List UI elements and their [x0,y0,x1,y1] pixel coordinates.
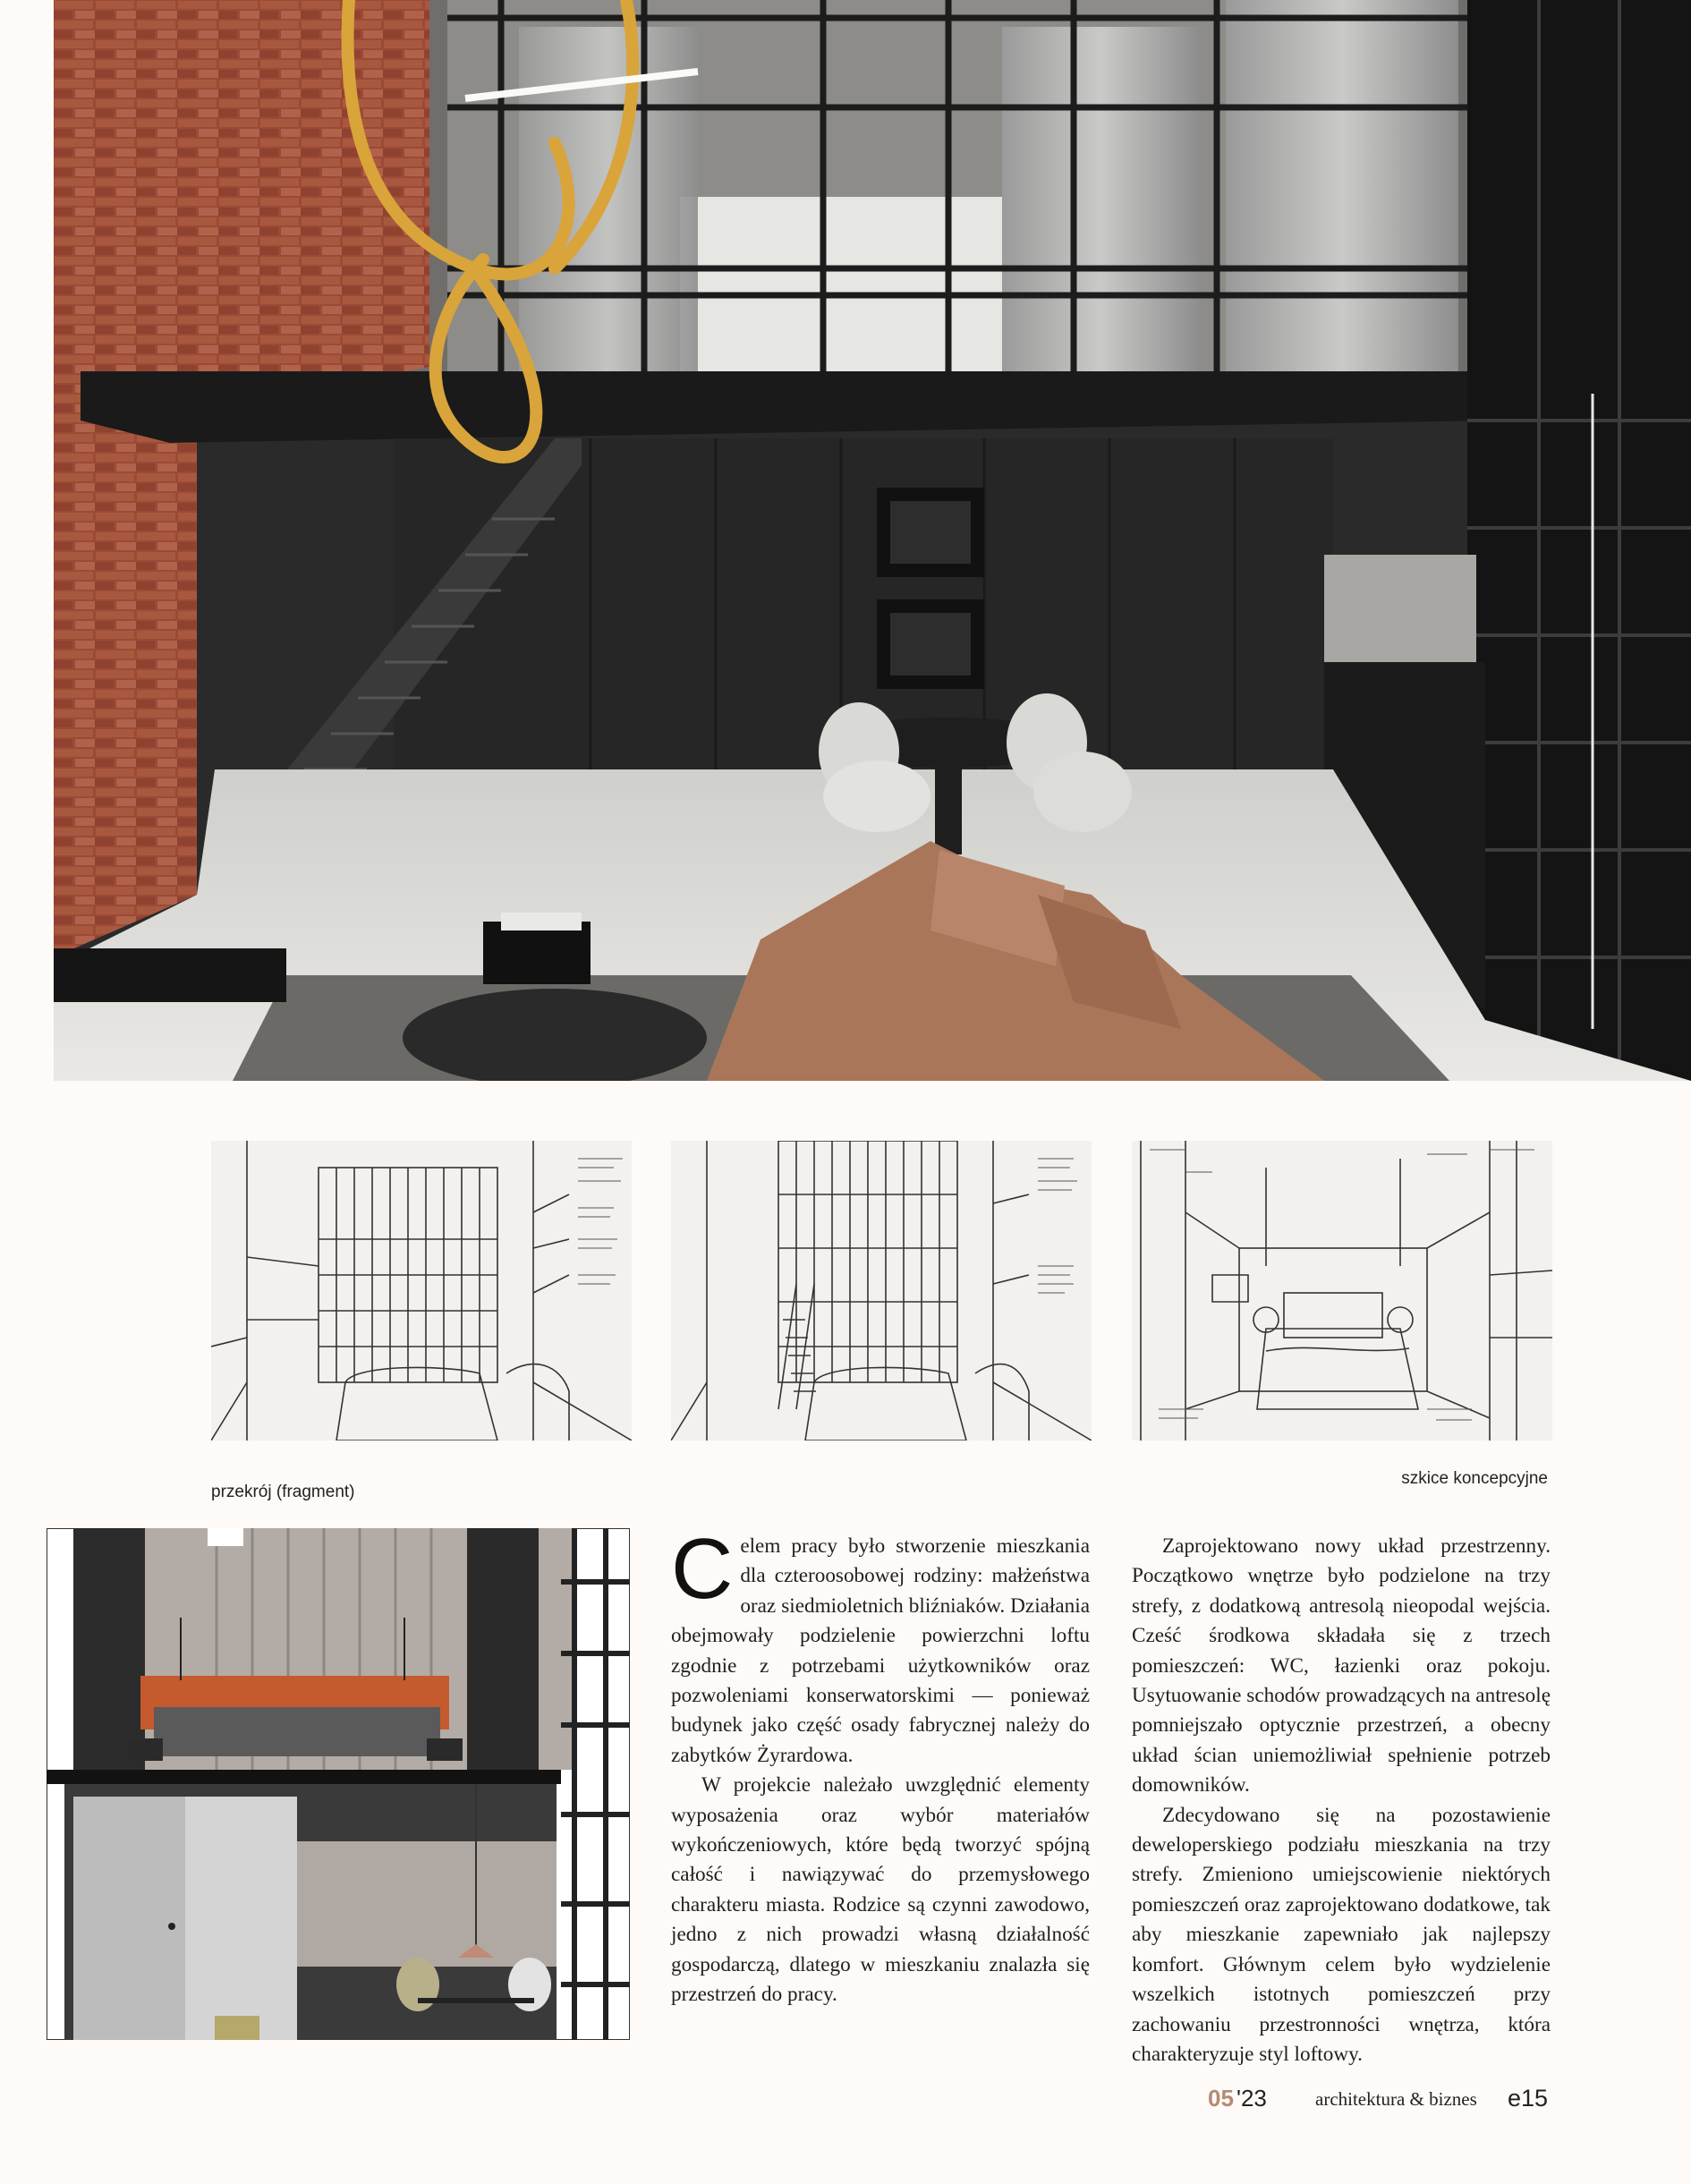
paragraph: W projekcie należało uwzględnić elementy wyposażenia oraz wybór materiałów wykończeniowych, które będą tworzyć spójną całość i nawiązywać do przemysłowego charakteru miasta. Rodzice są czynni zawodowo, jedno z nich prowadzi własną działalność gospodarczą, dlatego w mieszkaniu znalazła się przestrzeń do pracy. [671,1773,1090,2007]
paragraph: Zdecydowano się na pozostawienie deweloperskiego podziału mieszkania na trzy strefy. Zmieniono umiejscowienie niektórych pomieszczeń oraz zaprojektowano dodatkowe, tak aby mieszkanie zapewniało jak najlepszy komfort. Głównym celem było wydzielenie wszelkich istotnych pomieszczeń przy zachowaniu przestronności wnętrza, która charakteryzuje styl loftowy. [1132,1803,1551,2066]
hand-drawn-sketch [211,1141,632,1440]
article-column-1 [671,1521,1090,2010]
magazine-name: architektura & biznes [1315,2088,1477,2110]
issue-year: '23 [1236,2085,1267,2112]
sketch-living-room-1 [211,1141,632,1440]
page-number: e15 [1508,2085,1549,2112]
section-elevation-drawing [47,1528,630,2040]
elevation-illustration [47,1528,630,2040]
sketch-living-room-2 [671,1141,1092,1440]
loft-interior-illustration [54,0,1691,1081]
paragraph: Zaprojektowano nowy układ przestrzenny. Początkowo wnętrze było podzielone na trzy strefy, z dodatkową antresolą nieopodal wejścia. Cześć środkowa składała się z trzech pomieszczeń: WC, łazienki oraz pokoju. Usytuowanie schodów prowadzących na antresolę pomniejszało optycznie przestrzeń, a obecny układ ścian uniemożliwiał spełnienie potrzeb domowników. [1132,1534,1551,1797]
paragraph [671,1521,1090,1771]
article-column-2 [1132,1532,1551,2069]
paragraph-text: elem pracy było stworzenie mieszkania dla czteroosobowej rodziny: małżeństwa oraz siedmioletnich bliźniaków. Działania obejmowały podzielenie powierzchni loftu zgodnie z potrzebami użytkowników oraz pozwoleniami konserwatorskimi — ponieważ budynek jako część osady fabrycznej należy do zabytków Żyrardowa. [671,1534,1090,1767]
hand-drawn-sketch [1132,1141,1552,1440]
sketch-bedroom [1132,1141,1552,1440]
section-caption: przekrój (fragment) [211,1483,355,1501]
issue-number: 05 [1208,2085,1234,2112]
hero-interior-render [54,0,1691,1081]
dropcap: C [671,1521,734,1617]
hand-drawn-sketch [671,1141,1092,1440]
page-footer [1208,2083,1646,2119]
sketches-caption: szkice koncepcyjne [1401,1469,1548,1488]
